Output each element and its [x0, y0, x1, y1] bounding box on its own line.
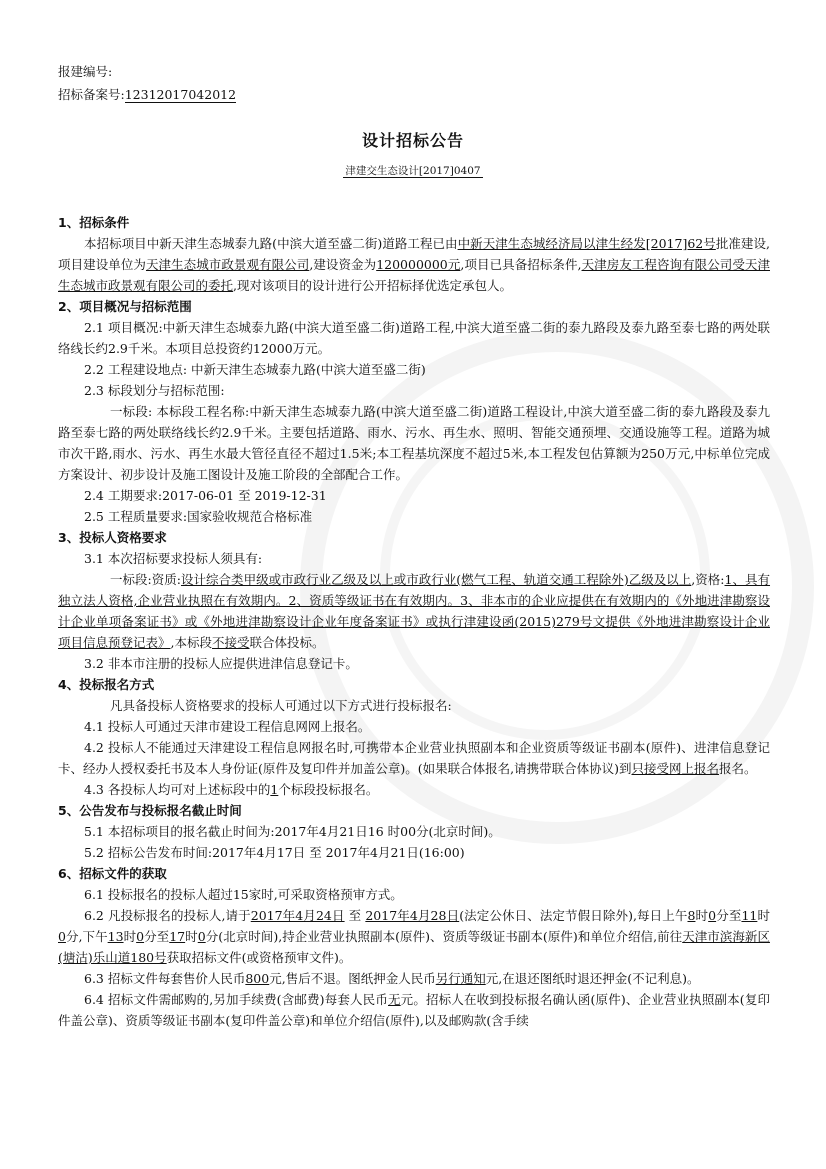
s4-text: 4.3 各投标人均可对上述标段中的 — [84, 782, 271, 797]
section-6-2 — [58, 905, 770, 968]
section-3-2: 3.2 非本市注册的投标人应提供进津信息登记卡。 — [84, 656, 358, 671]
record-number — [58, 85, 236, 103]
s1-funds: 120000000元 — [376, 257, 461, 272]
section-2-3: 2.3 标段划分与招标范围: — [84, 383, 225, 398]
section-6-4 — [58, 989, 770, 1031]
section-5-heading: 5、公告发布与投标报名截止时间 — [58, 803, 242, 818]
s6-text: 分至 — [716, 908, 742, 923]
report-number-label: 报建编号: — [58, 64, 113, 79]
s6-text: 元,在退还图纸时退还押金(不记利息)。 — [485, 971, 700, 986]
s1-approver: 中新天津生态城经济局以 — [457, 236, 596, 251]
section-2-2: 2.2 工程建设地点: 中新天津生态城泰九路(中滨大道至盛二街) — [84, 362, 426, 377]
s6-pm-start-hour: 13 — [107, 929, 124, 944]
s6-text: 至 — [344, 908, 366, 923]
s3-qualification: 设计综合类甲级或市政行业乙级及以上或市政行业(燃气工程、轨道交通工程除外)乙级及以上 — [181, 572, 692, 587]
s1-agent: 天津房友工程咨询有限公司受天津生态城市政景观有限公司的委托 — [58, 257, 770, 293]
section-4-intro: 凡具备投标人资格要求的投标人可通过以下方式进行投标报名: — [110, 698, 452, 713]
document-number — [0, 163, 826, 178]
section-6-3 — [58, 968, 770, 989]
section-4-heading: 4、投标报名方式 — [58, 677, 155, 692]
s3-text: 联合体投标。 — [249, 635, 325, 650]
record-number-value: 12312017042012 — [124, 87, 237, 102]
section-1-paragraph — [58, 233, 770, 296]
s6-text: 分,下午 — [65, 929, 108, 944]
s6-am-end-hour: 11 — [741, 908, 758, 923]
s6-pm-end-min: 0 — [197, 929, 206, 944]
s3-text: ,资格: — [691, 572, 725, 587]
s6-pm-end-hour: 17 — [169, 929, 186, 944]
section-2-heading: 2、项目概况与招标范围 — [58, 299, 192, 314]
s1-text: ,现对该项目的设计进行公开招标择优选定承包人。 — [233, 278, 512, 293]
s1-owner: 天津生态城市政景观有限公司 — [145, 257, 310, 272]
section-2-1: 2.1 项目概况:中新天津生态城泰九路(中滨大道至盛二街)道路工程,中滨大道至盛二街的泰九路段及泰九路至泰七路的两处联络线长约2.9千米。本项目总投资约12000万元。 — [58, 320, 770, 356]
section-2-4: 2.4 工期要求:2017-06-01 至 2019-12-31 — [84, 488, 327, 503]
s4-text: 个标段投标报名。 — [278, 782, 379, 797]
s4-text: 报名。 — [719, 761, 757, 776]
section-3-heading: 3、投标人资格要求 — [58, 530, 167, 545]
s6-am-start-hour: 8 — [687, 908, 696, 923]
section-5-1: 5.1 本招标项目的报名截止时间为:2017年4月21日16 时00分(北京时间)。 — [84, 824, 501, 839]
s6-am-end-min: 0 — [58, 929, 66, 944]
s6-text: 时 — [123, 929, 137, 944]
s1-text: 本招标项目中新天津生态城泰九路(中滨大道至盛二街)道路工程已由 — [84, 236, 458, 251]
document-number-value: 津建交生态设计[2017]0407 — [345, 165, 481, 177]
s6-pm-start-min: 0 — [136, 929, 145, 944]
section-2-5: 2.5 工程质量要求:国家验收规范合格标准 — [84, 509, 313, 524]
s6-end-date: 2017年4月28日 — [365, 908, 460, 923]
s4-location: 只接受网上报名 — [631, 761, 719, 776]
s6-am-start-min: 0 — [708, 908, 717, 923]
section-6-1: 6.1 投标报名的投标人超过15家时,可采取资格预审方式。 — [84, 887, 403, 902]
section-2-3-lot1: 一标段: 本标段工程名称:中新天津生态城泰九路(中滨大道至盛二街)道路工程设计,中滨大道至盛二街的泰九路段及泰九路至泰七路的两处联络线长约2.9千米。主要包括道路、雨水、污水、再生水、照明、智能交通预埋、交通设施等工程。道路为城市次干路,雨水、污水、再生水最大管径直径不超过1.5米;本工程基坑深度不超过5米,本工程发包估算额为250万元,中标单位完成方案设计、初步设计及施工图设计及施工阶段的全部配合工作。 — [58, 404, 770, 482]
s1-approval-no: 津生经发[2017]62号 — [595, 236, 716, 251]
s1-text: ,建设资金为 — [309, 257, 377, 272]
s6-text: 分至 — [144, 929, 170, 944]
s6-text: 6.3 招标文件每套售价人民币 — [84, 971, 246, 986]
s1-text: 批准建设,项目建设单位为 — [58, 236, 770, 272]
s6-text: 元,售后不退。图纸押金人民币 — [269, 971, 436, 986]
section-4-3 — [58, 779, 770, 800]
s3-requirements: 1、具有独立法人资格,企业营业执照在有效期内。2、资质等级证书在有效期内。3、非本市的企业应提供在有效期内的《外地进津勘察设计企业单项备案证书》或《外地进津勘察设计企业年度备案证书》或执行津建设函(2015)279号文提供《外地进津勘察设计企业项目信息预登记表》 — [58, 572, 771, 650]
s6-text: (法定公休日、法定节假日除外),每日上午 — [459, 908, 688, 923]
s6-text: 元。招标人在收到投标报名确认函(原件)、企业营业执照副本(复印件盖公章)、资质等级证书副本(复印件盖公章)和单位介绍信(原件),以及邮购款(含手续 — [58, 992, 770, 1028]
s6-text: 分(北京时间),持企业营业执照副本(原件)、资质等级证书副本(原件)和单位介绍信,前往 — [205, 929, 683, 944]
s4-text: 4.2 投标人不能通过天津建设工程信息网报名时,可携带本企业营业执照副本和企业资质等级证书副本(原件)、进津信息登记卡、经办人授权委托书及本人身份证(原件及复印件并加盖公章)。(如果联合体报名,请携带联合体协议)到 — [58, 740, 770, 776]
s6-text: 时 — [695, 908, 709, 923]
s6-text: 获取招标文件(或资格预审文件)。 — [166, 950, 352, 965]
s6-doc-price: 800 — [245, 971, 270, 986]
page-title: 设计招标公告 — [361, 131, 464, 150]
s6-deposit: 另行通知 — [435, 971, 486, 986]
s3-text: ,本标段 — [170, 635, 212, 650]
s6-text: 时 — [757, 908, 770, 923]
s3-consortium: 不接受 — [212, 635, 250, 650]
section-3-1-lot1 — [58, 569, 770, 653]
s6-mail-fee: 无 — [388, 992, 401, 1007]
section-5-2: 5.2 招标公告发布时间:2017年4月17日 至 2017年4月21日(16:00) — [84, 845, 465, 860]
announcement-body — [58, 212, 770, 1031]
s6-text: 6.2 凡投标报名的投标人,请于 — [84, 908, 251, 923]
s6-text: 时 — [185, 929, 198, 944]
s6-address: 天津市滨海新区(塘沽)乐山道180号 — [58, 929, 770, 965]
section-1-heading: 1、招标条件 — [58, 215, 130, 230]
record-number-label: 招标备案号: — [58, 87, 125, 102]
s3-text: 一标段:资质: — [110, 572, 181, 587]
s1-text: ,项目已具备招标条件, — [460, 257, 582, 272]
section-4-2 — [58, 737, 770, 779]
s6-text: 6.4 招标文件需邮购的,另加手续费(含邮费)每套人民币 — [84, 992, 388, 1007]
s4-lot-count: 1 — [270, 782, 279, 797]
section-6-heading: 6、招标文件的获取 — [58, 866, 167, 881]
section-3-1: 3.1 本次招标要求投标人须具有: — [84, 551, 263, 566]
section-4-1: 4.1 投标人可通过天津市建设工程信息网网上报名。 — [84, 719, 371, 734]
s6-start-date: 2017年4月24日 — [250, 908, 345, 923]
